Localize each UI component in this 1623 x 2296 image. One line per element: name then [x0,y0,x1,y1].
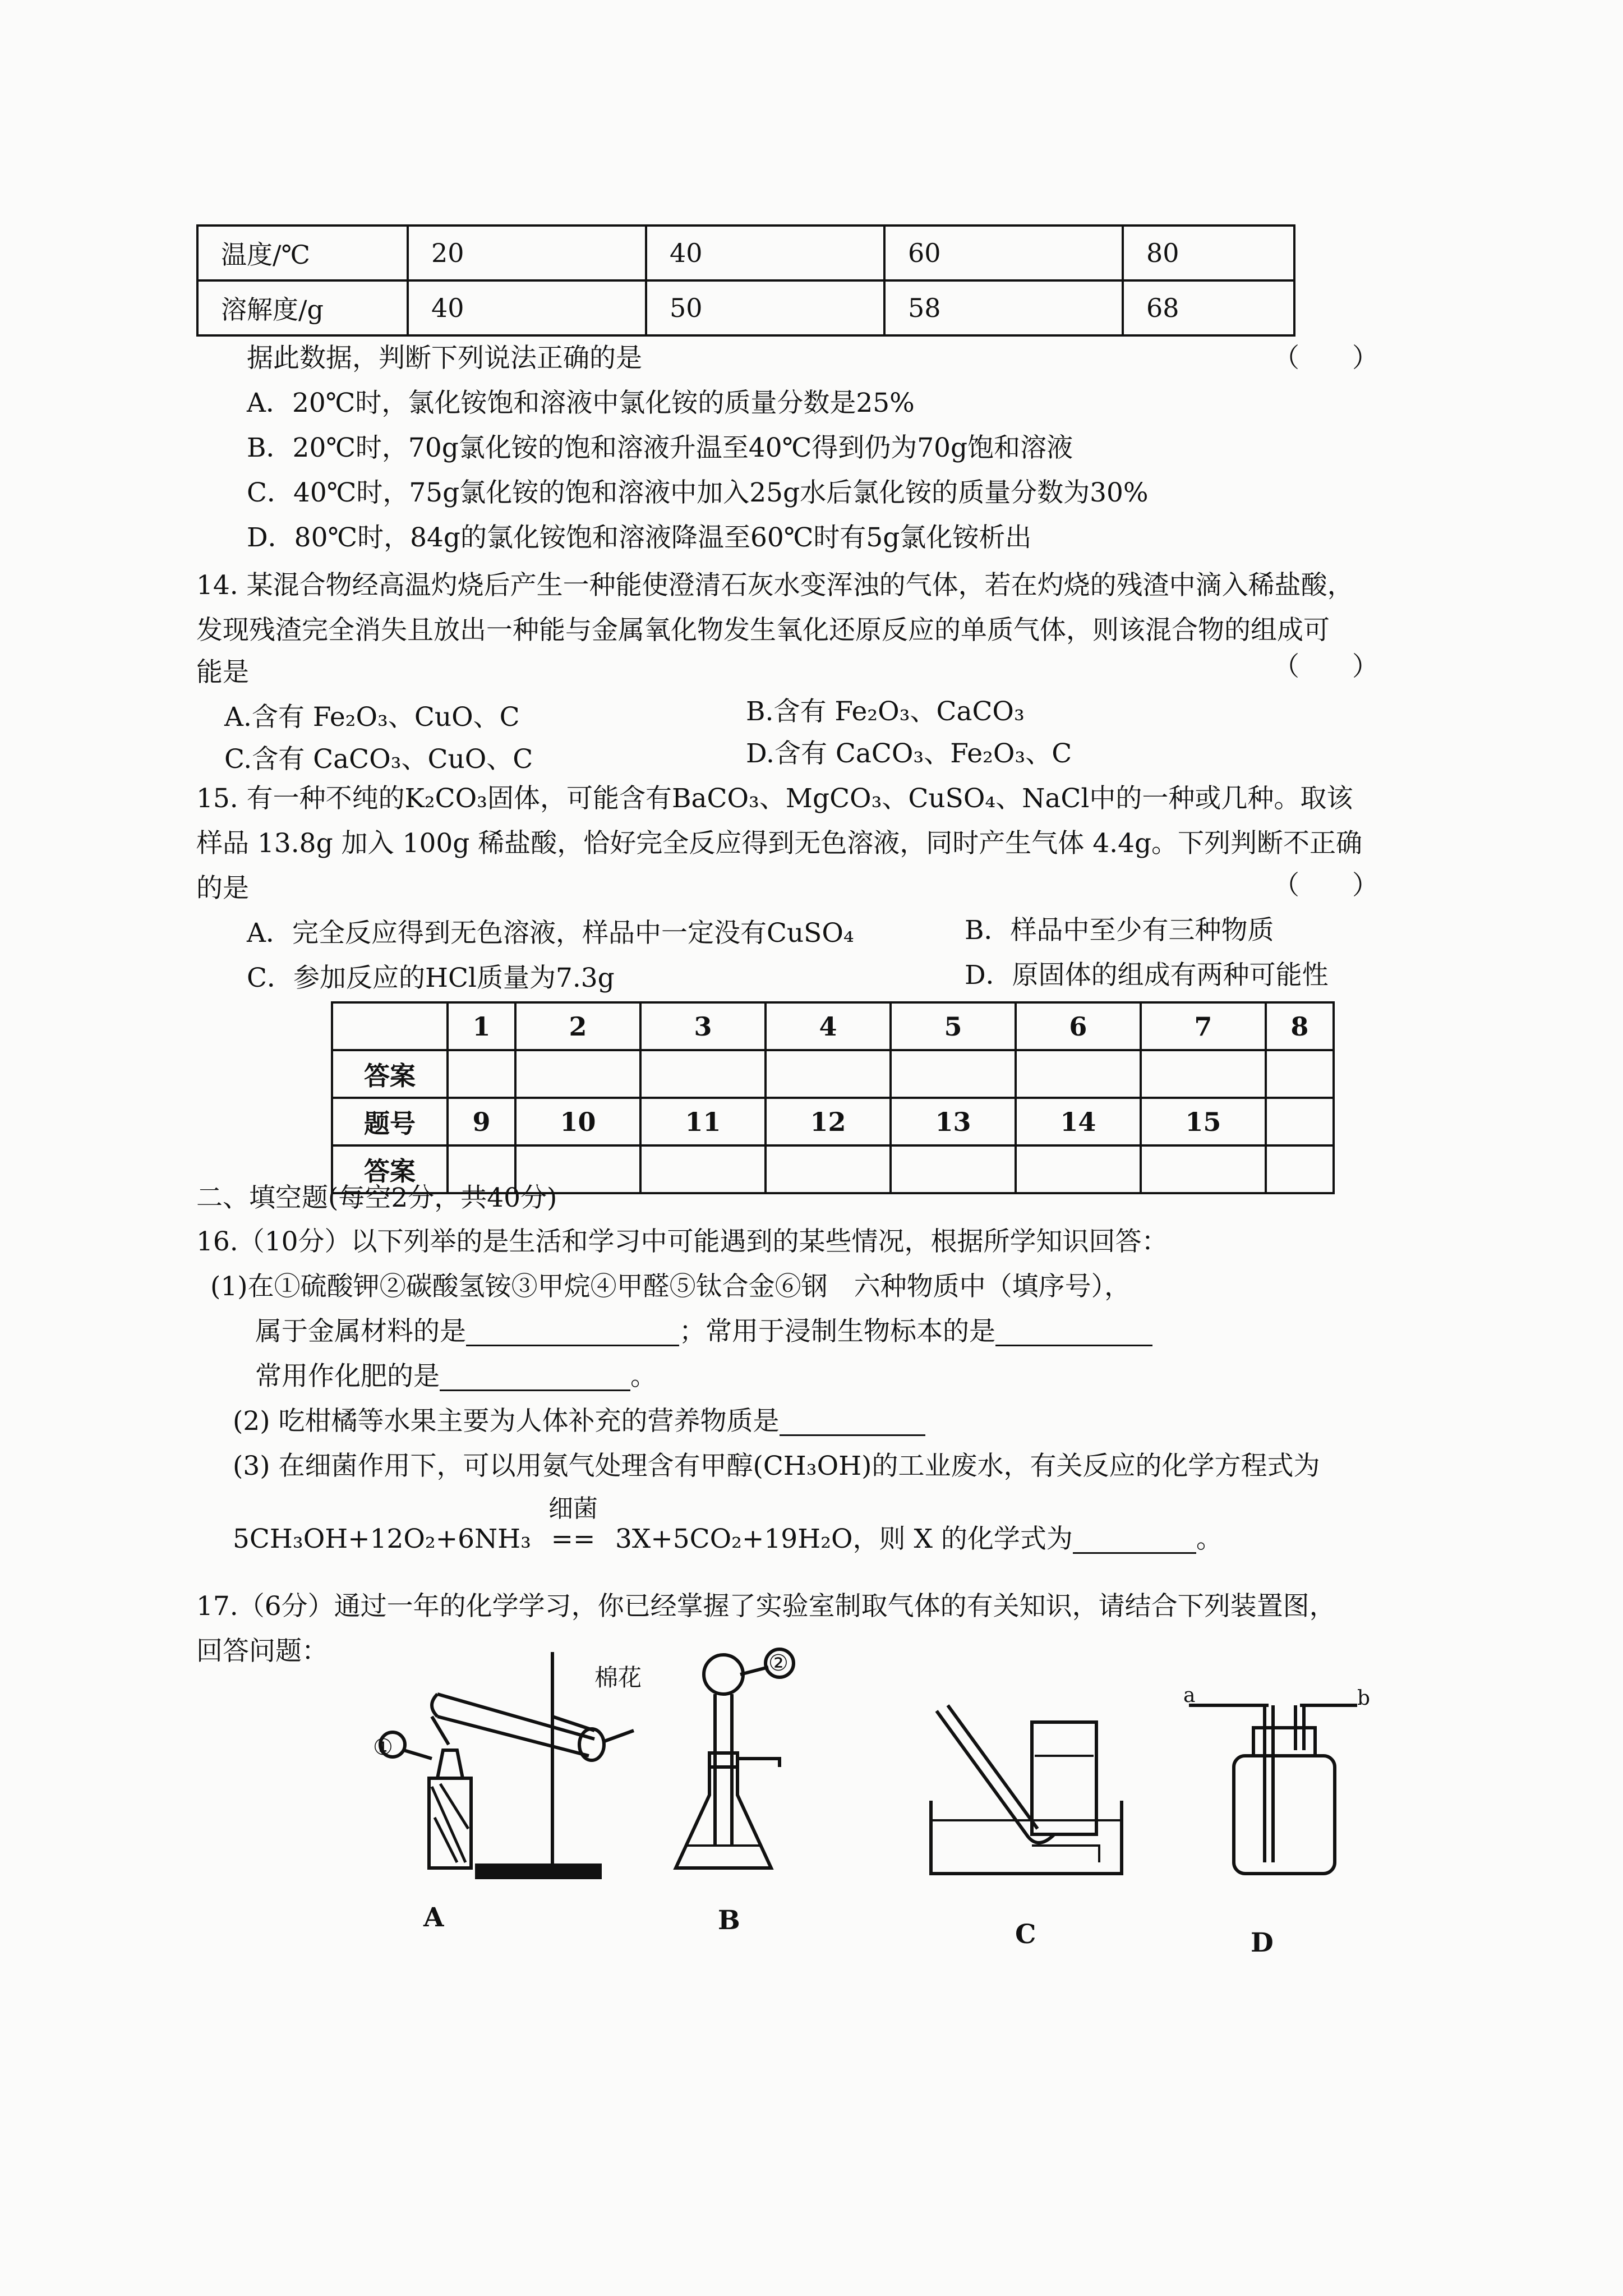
q16-stem: 16.（10分）以下列举的是生活和学习中可能遇到的某些情况，根据所学知识回答： [196,1226,1168,1257]
figure-label-d: D [1251,1927,1274,1958]
q16-part2: (2) 吃柑橘等水果主要为人体补充的营养物质是 [233,1406,780,1437]
q13-option-a: A．20℃时，氯化铵饱和溶液中氯化铵的质量分数是25% [247,388,915,418]
label-circle-2: ② [768,1650,789,1676]
table-cell: 68 [1123,280,1294,335]
q15-option-a: A．完全反应得到无色溶液，样品中一定没有CuSO₄ [247,918,854,949]
label-b: b [1357,1687,1371,1710]
q15-option-b: B．样品中至少有三种物质 [965,915,1274,946]
equation-end: 。 [1196,1524,1223,1554]
q16-part3: (3) 在细菌作用下，可以用氨气处理含有甲醇(CH₃OH)的工业废水，有关反应的化学方程式为 [233,1451,1320,1481]
apparatus-d [1189,1705,1357,1874]
q13-option-d: D．80℃时，84g的氯化铵饱和溶液降温至60℃时有5g氯化铵析出 [247,522,1032,553]
q16-part1-c: 常用作化肥的是 [255,1361,440,1392]
table-cell: 4 [766,1002,891,1050]
figure-label-a: A [423,1902,444,1933]
table-cell: 15 [1141,1098,1266,1145]
reaction-condition: 细菌 [548,1494,598,1523]
table-cell: 11 [640,1098,766,1145]
table-cell: 80 [1123,226,1294,280]
q16-part1-b: ；常用于浸制生物标本的是 [679,1316,995,1347]
table-cell: 答案 [332,1050,448,1098]
label-cotton: 棉花 [594,1664,642,1691]
table-cell: 12 [766,1098,891,1145]
q14-option-c: C.含有 CaCO₃、CuO、C [224,744,533,775]
label-circle-1: ① [373,1734,393,1760]
table-cell: 1 [448,1002,515,1050]
q15-option-d: D．原固体的组成有两种可能性 [965,960,1329,991]
equation-right: 3X+5CO₂+19H₂O，则 X 的化学式为 [615,1524,1073,1554]
table-cell: 8 [1266,1002,1334,1050]
q14-option-b: B.含有 Fe₂O₃、CaCO₃ [746,696,1025,727]
q15-paren: （ ） [1273,870,1378,901]
q14-option-d: D.含有 CaCO₃、Fe₂O₃、C [746,738,1072,769]
figure-label-c: C [1015,1919,1036,1950]
q17-line1: 17.（6分）通过一年的化学学习，你已经掌握了实验室制取气体的有关知识，请结合下列装置图， [196,1591,1336,1622]
reaction-arrow: 细菌 == [531,1526,615,1552]
table-cell: 14 [1016,1098,1141,1145]
q14-line3: 能是 [196,657,249,688]
section-heading: 二、填空题(每空2分，共40分) [196,1182,557,1213]
q14-line1: 14. 某混合物经高温灼烧后产生一种能使澄清石灰水变浑浊的气体，若在灼烧的残渣中滴入稀盐酸， [196,570,1354,601]
table-cell: 20 [408,226,646,280]
q16-part1: (1)在①硫酸钾②碳酸氢铵③甲烷④甲醛⑤钛合金⑥钢 六种物质中（填序号）， [210,1271,1131,1302]
q14-option-a: A.含有 Fe₂O₃、CuO、C [224,702,520,733]
table-cell: 60 [884,226,1123,280]
q16-part1-c-end: 。 [630,1361,657,1392]
apparatus-b [676,1649,794,1868]
table-cell: 3 [640,1002,766,1050]
table-cell: 58 [884,280,1123,335]
table-cell: 5 [891,1002,1016,1050]
table-cell: 2 [515,1002,640,1050]
table-cell: 题号 [332,1098,448,1145]
q14-paren: （ ） [1273,651,1378,682]
table-cell: 40 [408,280,646,335]
q16-part1-a: 属于金属材料的是 [255,1316,466,1347]
table-cell: 40 [646,226,884,280]
q17-line2: 回答问题： [196,1636,328,1667]
q13-paren: （ ） [1273,343,1378,374]
table-cell: 7 [1141,1002,1266,1050]
q13-stem: 据此数据，判断下列说法正确的是 [247,343,642,374]
table-cell: 温度/℃ [197,226,408,280]
table-cell: 50 [646,280,884,335]
label-a: a [1183,1684,1196,1707]
table-cell: 10 [515,1098,640,1145]
q14-line2: 发现残渣完全消失且放出一种能与金属氧化物发生氧化还原反应的单质气体，则该混合物的组成可 [196,615,1330,646]
q13-option-b: B．20℃时，70g氯化铵的饱和溶液升温至40℃得到仍为70g饱和溶液 [247,432,1073,463]
table-cell: 13 [891,1098,1016,1145]
q15-line2: 样品 13.8g 加入 100g 稀盐酸，恰好完全反应得到无色溶液，同时产生气体 4.4g。下列判断不正确 [196,828,1363,859]
table-cell: 6 [1016,1002,1141,1050]
table-cell: 溶解度/g [197,280,408,335]
table-cell: 答案 [332,1145,448,1193]
figure-label-b: B [718,1905,740,1936]
table-cell: 9 [448,1098,515,1145]
q15-line3: 的是 [196,873,249,904]
apparatus-c [931,1705,1122,1874]
q15-line1: 15. 有一种不纯的K₂CO₃固体，可能含有BaCO₃、MgCO₃、CuSO₄、NaCl中的一种或几种。取该 [196,783,1353,814]
q15-option-c: C．参加反应的HCl质量为7.3g [247,963,615,993]
equation-left: 5CH₃OH+12O₂+6NH₃ [233,1524,532,1554]
q13-option-c: C．40℃时，75g氯化铵的饱和溶液中加入25g水后氯化铵的质量分数为30% [247,477,1149,508]
